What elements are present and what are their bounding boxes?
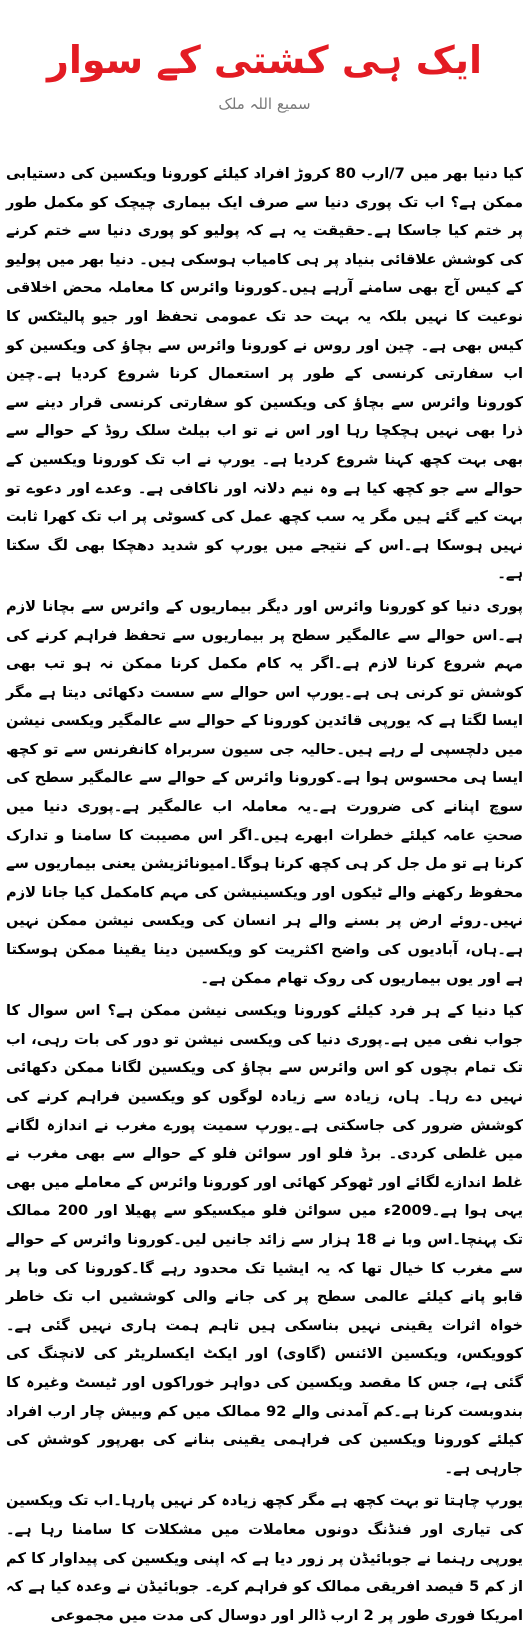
article-body	[6, 160, 523, 1630]
article-author: سمیع اللہ ملک	[218, 95, 311, 113]
article-page	[0, 36, 529, 1624]
article-paragraph: کیا دنیا کے ہر فرد کیلئے کورونا ویکسی نیشن ممکن ہے؟ اس سوال کا جواب نفی میں ہے۔پوری دنیا کی ویکسی نیشن تو دور کی بات رہی، اب تک تمام بچوں کو اس وائرس سے بچاؤ کی ویکسین لگانا ممکن دکھائی نہیں دے رہا۔ ہاں، زیادہ سے زیادہ لوگوں کو ویکسین فراہم کرنے کی کوشش ضرور کی جاسکتی ہے۔یورپ سمیت پورے مغرب نے اندازہ لگانے میں غلطی کردی۔ برڈ فلو اور سوائن فلو کے حوالے سے بھی مغرب نے غلط اندازے لگائے اور ٹھوکر کھائی اور کورونا وائرس کے معاملے میں بھی یہی ہوا ہے۔2009ء میں سوائن فلو میکسیکو سے پھیلا اور 200 ممالک تک پہنچا۔اس وبا نے 18 ہزار سے زائد جانیں لیں۔کورونا وائرس کے حوالے سے مغرب کا خیال تھا کہ یہ ایشیا تک محدود رہے گا۔کورونا کی وبا پر قابو پانے کیلئے عالمی سطح پر کی جانے والی کوششیں اب تک خاطر خواہ اثرات یقینی نہیں بناسکی ہیں تاہم ہمت ہاری نہیں گئی ہے۔کوویکس، ویکسین الائنس (گاوی) اور ایکٹ ایکسلریٹر کی لانچنگ کی گئی ہے، جس کا مقصد ویکسین کی دواہر خوراکوں اور ٹیسٹ وغیرہ کا بندوبست کرنا ہے۔کم آمدنی والے 92 ممالک میں کم وبیش چار ارب افراد کیلئے کورونا ویکسین کی فراہمی یقینی بنانے کی بھرپور کوشش کی جارہی ہے۔	[6, 1002, 523, 1477]
article-paragraph: پوری دنیا کو کورونا وائرس اور دیگر بیماریوں کے وائرس سے بچانا لازم ہے۔اس حوالے سے عالمگیر سطح پر بیماریوں سے تحفظ فراہم کرنے کی مہم شروع کرنا لازم ہے۔اگر یہ کام مکمل کرنا ممکن نہ ہو تب بھی کوشش تو کرنی ہی ہے۔یورپ اس حوالے سے سست دکھائی دیتا ہے مگر ایسا لگتا ہے کہ یورپی قائدین کورونا کے حوالے سے عالمگیر ویکسی نیشن میں دلچسپی لے رہے ہیں۔حالیہ جی سیون سربراہ کانفرنس سے تو کچھ ایسا ہی محسوس ہوا ہے۔کورونا وائرس کے حوالے سے عالمگیر سطح کی سوچ اپنانے کی ضرورت ہے۔یہ معاملہ اب عالمگیر ہے۔پوری دنیا میں صحتِ عامہ کیلئے خطرات ابھرے ہیں۔اگر اس مصیبت کا سامنا و تدارک کرنا ہے تو مل جل کر ہی کچھ کرنا ہوگا۔امیونائزیشن یعنی بیماریوں سے محفوظ رکھنے والے ٹیکوں اور ویکسینیشن کی مہم کامکمل کیا جانا لازم نہیں۔روئے ارض پر بسنے والے ہر انسان کی ویکسی نیشن ممکن نہیں ہے۔ہاں، آبادیوں کی واضح اکثریت کو ویکسین دینا یقینا ممکن ہوسکتا ہے اور یوں بیماریوں کی روک تھام ممکن ہے۔	[6, 597, 523, 987]
article-paragraph: یورپ چاہتا تو بہت کچھ ہے مگر کچھ زیادہ کر نہیں پارہا۔اب تک ویکسین کی تیاری اور فنڈنگ دونوں معاملات میں مشکلات کا سامنا رہا ہے۔یورپی رہنما نے جوبائیڈن پر زور دیا ہے کہ اپنی ویکسین کی پیداوار کا کم از کم 5 فیصد افریقی ممالک کو فراہم کرے۔ جوبائیڈن نے وعدہ کیا ہے کہ امریکا فوری طور پر 2 ارب ڈالر اور دوسال کی مدت میں مجموعی	[6, 1492, 523, 1624]
article-paragraph: کیا دنیا بھر میں 7/ارب 80 کروڑ افراد کیلئے کورونا ویکسین کی دستیابی ممکن ہے؟ اب تک پوری دنیا سے صرف ایک بیماری چیچک کو مکمل طور پر ختم کیا جاسکا ہے۔حقیقت یہ ہے کہ پولیو کو پوری دنیا سے ختم کرنے کی کوشش علاقائی بنیاد پر ہی کامیاب ہوسکی ہیں۔ دنیا بھر میں پولیو کے کیس آج بھی سامنے آرہے ہیں۔کورونا وائرس کا معاملہ محض اخلاقی نوعیت کا نہیں بلکہ یہ بہت حد تک عمومی تحفظ اور جیو پالیٹکس کا کیس بھی ہے۔ چین اور روس نے کورونا وائرس سے بچاؤ کی ویکسین کو اب سفارتی کرنسی کے طور پر استعمال کرنا شروع کردیا ہے۔چین کورونا وائرس سے بچاؤ کی ویکسین کو سفارتی کرنسی قرار دینے سے ذرا بھی نہیں ہچکچا رہا اور اس نے تو اب بیلٹ سلک روڈ کے حوالے سے بھی بہت کچھ کہنا شروع کردیا ہے۔ یورپ نے اب تک کورونا ویکسین کے حوالے سے جو کچھ کیا ہے وہ نیم دلانہ اور ناکافی ہے۔ وعدے اور دعوے تو بہت کیے گئے ہیں مگر یہ سب کچھ عمل کی کسوٹی پر اب تک کھرا ثابت نہیں ہوسکا ہے۔اس کے نتیجے میں یورپ کو شدید دھچکا بھی لگ سکتا ہے۔	[6, 165, 523, 583]
article-title: ایک ہی کشتی کے سوار	[46, 38, 482, 82]
